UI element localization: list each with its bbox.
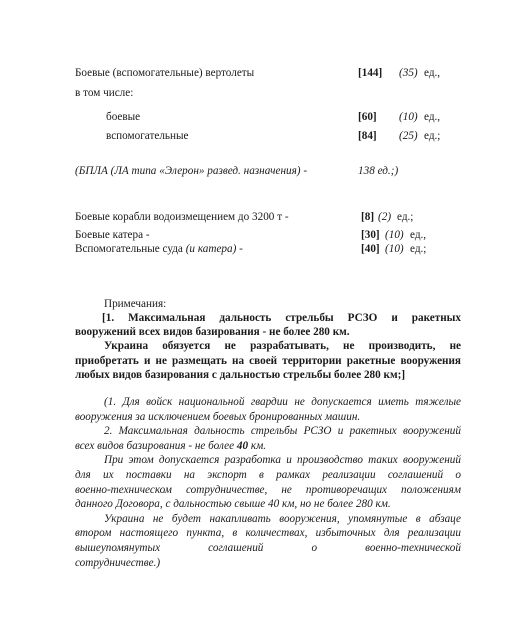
combat-italic-value: (10) bbox=[399, 111, 418, 123]
helicopters-unit: ед., bbox=[424, 67, 441, 79]
warships-italic-value: (2) bbox=[378, 211, 392, 223]
boats-label: Боевые катера - bbox=[75, 229, 150, 241]
combat-unit: ед., bbox=[424, 111, 441, 123]
uav-value: 138 ед.;) bbox=[358, 165, 399, 177]
italic-note-line: вышеупомянутых соглашений о военно-технической bbox=[75, 541, 461, 554]
aux-vessels-label-italic: (и катера) bbox=[185, 243, 237, 255]
auxiliary-italic-value: (25) bbox=[399, 130, 418, 142]
notes-heading: Примечания: bbox=[104, 298, 167, 310]
uav-label: (БПЛА (ЛА типа «Элерон» развед. назначения) - bbox=[75, 165, 308, 177]
combat-label: боевые bbox=[106, 111, 141, 123]
italic-note-line: Украина не будет накапливать вооружения, упомянутые в абзаце bbox=[104, 512, 461, 525]
auxiliary-unit: ед.; bbox=[424, 130, 441, 142]
boats-unit: ед., bbox=[410, 229, 427, 241]
helicopters-bold-value: [144] bbox=[358, 67, 383, 79]
aux-vessels-bold-value: [40] bbox=[361, 243, 380, 255]
italic-note-line: военно-техническом сотрудничестве, не противоречащих положениям bbox=[75, 483, 461, 496]
italic-note-line bbox=[75, 439, 461, 454]
auxiliary-label: вспомогательные bbox=[106, 130, 189, 142]
aux-vessels-label-tail: - bbox=[236, 243, 243, 255]
warships-bold-value: [8] bbox=[361, 211, 375, 223]
italic-note-line: сотрудничестве.) bbox=[75, 556, 161, 569]
italic-note-line: для их поставки на экспорт в рамках реализации соглашений о bbox=[75, 468, 461, 481]
bold-note-line: приобретать и не размещать на своей территории ракетные вооружения bbox=[75, 354, 461, 367]
italic-note-text: км. bbox=[248, 439, 267, 452]
italic-note-line: (1. Для войск национальной гвардии не допускается иметь тяжелые bbox=[104, 396, 461, 408]
combat-bold-value: [60] bbox=[358, 111, 377, 123]
including-label: в том числе: bbox=[75, 87, 134, 99]
bold-note-line: Украина обязуется не разрабатывать, не производить, не bbox=[104, 340, 461, 353]
bold-note-line: любых видов базирования с дальностью стрельбы более 280 км;] bbox=[75, 368, 406, 381]
warships-unit: ед.; bbox=[397, 211, 414, 223]
italic-note-line: втором настоящего пункта, в количествах, избыточных для реализации bbox=[75, 527, 461, 540]
aux-vessels-label bbox=[75, 242, 243, 256]
helicopters-italic-value: (35) bbox=[399, 67, 418, 79]
bold-note-line: [1. Максимальная дальность стрельбы РСЗО и ракетных bbox=[102, 312, 461, 324]
auxiliary-bold-value: [84] bbox=[358, 130, 377, 142]
italic-note-line: данного Договора, с дальностью свыше 40 км, но не более 280 км. bbox=[75, 498, 391, 511]
italic-note-text: всех видов базирования - не более bbox=[75, 439, 237, 452]
italic-note-line: 2. Максимальная дальность стрельбы РСЗО и ракетных вооружений bbox=[104, 425, 461, 438]
boats-bold-value: [30] bbox=[361, 229, 380, 241]
aux-vessels-italic-value: (10) bbox=[385, 243, 404, 255]
bold-note-block bbox=[75, 311, 461, 382]
italic-note-bold-number: 40 bbox=[236, 439, 249, 452]
aux-vessels-label-plain: Вспомогательные суда bbox=[75, 243, 186, 255]
warships-label: Боевые корабли водоизмещением до 3200 т - bbox=[75, 211, 289, 223]
helicopters-label: Боевые (вспомогательные) вертолеты bbox=[75, 67, 255, 79]
italic-note-line: При этом допускается разработка и производство таких вооружений bbox=[104, 454, 461, 467]
italic-note-line: вооружения за исключением боевых бронированных машин. bbox=[75, 410, 361, 423]
boats-italic-value: (10) bbox=[385, 229, 404, 241]
aux-vessels-unit: ед.; bbox=[410, 243, 427, 255]
bold-note-line: вооружений всех видов базирования - не более 280 км. bbox=[75, 326, 350, 339]
italic-note-block bbox=[75, 395, 461, 570]
